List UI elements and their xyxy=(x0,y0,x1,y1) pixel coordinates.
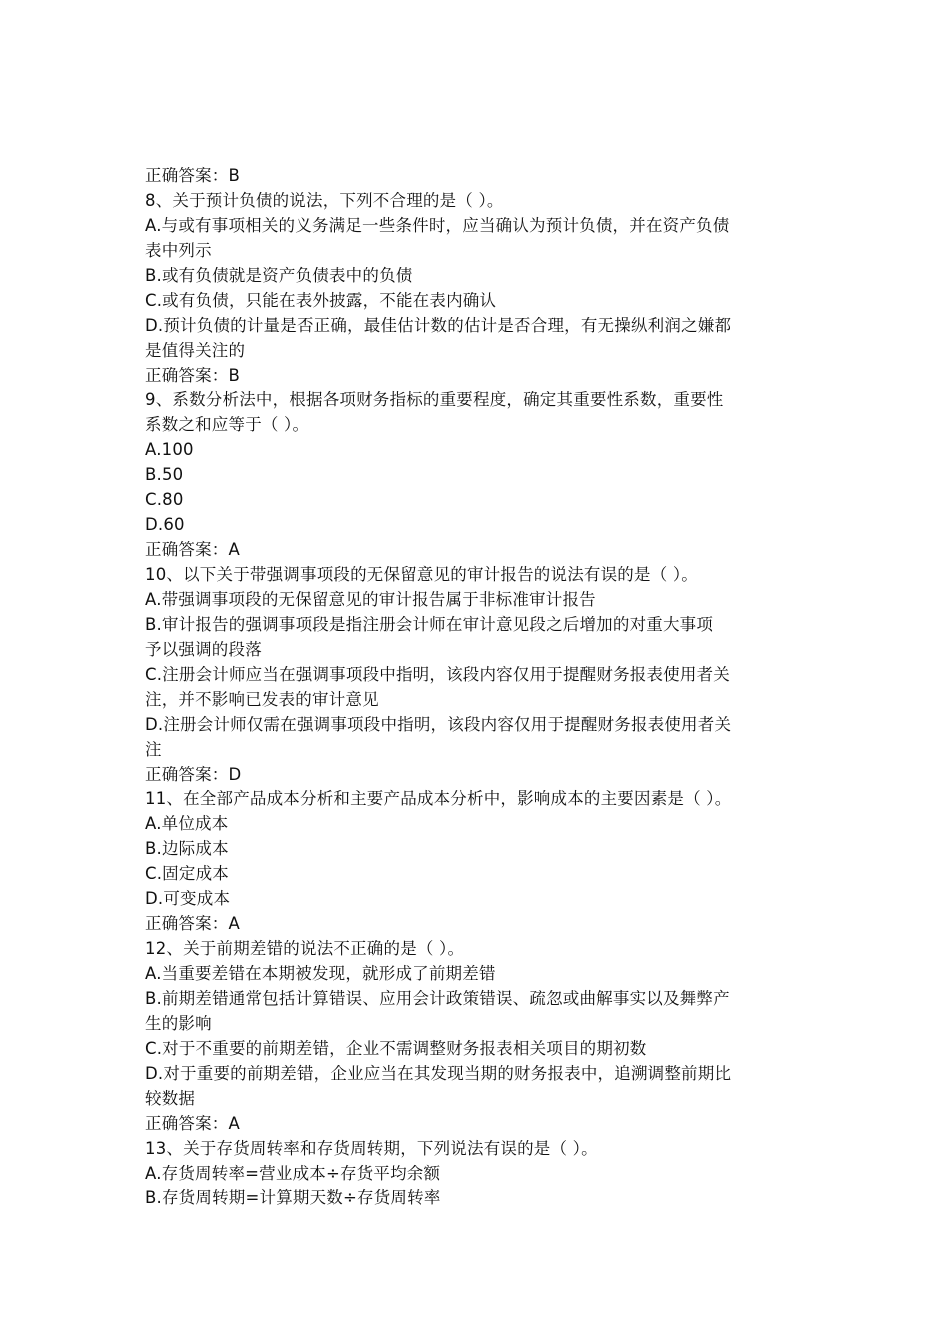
text-line: C.注册会计师应当在强调事项段中指明，该段内容仅用于提醒财务报表使用者关 xyxy=(145,664,730,684)
text-line: 正确答案：A xyxy=(145,540,240,560)
text-line: 较数据 xyxy=(145,1088,196,1108)
text-line: A.与或有事项相关的义务满足一些条件时，应当确认为预计负债，并在资产负债 xyxy=(145,215,730,235)
text-line: C.或有负债，只能在表外披露，不能在表内确认 xyxy=(145,290,497,310)
text-line: C.80 xyxy=(145,490,184,510)
text-line: B.审计报告的强调事项段是指注册会计师在审计意见段之后增加的对重大事项 xyxy=(145,614,714,634)
text-line: 正确答案：A xyxy=(145,1113,240,1133)
text-line: A.当重要差错在本期被发现，就形成了前期差错 xyxy=(145,964,496,983)
text-line: 11、在全部产品成本分析和主要产品成本分析中，影响成本的主要因素是（ ）。 xyxy=(145,789,732,809)
text-line: 表中列示 xyxy=(145,240,212,260)
text-line: 生的影响 xyxy=(145,1013,212,1033)
text-line: C.对于不重要的前期差错，企业不需调整财务报表相关项目的期初数 xyxy=(145,1038,647,1058)
text-line: 予以强调的段落 xyxy=(145,639,262,659)
text-line: 注 xyxy=(145,739,162,759)
text-line: B.50 xyxy=(145,465,184,485)
text-line: 8、关于预计负债的说法，下列不合理的是（ ）。 xyxy=(145,190,504,210)
text-line: D.60 xyxy=(145,515,185,535)
text-line: A.单位成本 xyxy=(145,814,229,834)
text-line: 12、关于前期差错的说法不正确的是（ ）。 xyxy=(145,939,465,959)
text-line: A.存货周转率=营业成本÷存货平均余额 xyxy=(145,1163,441,1183)
text-line: B.或有负债就是资产负债表中的负债 xyxy=(145,265,413,285)
text-line: 是值得关注的 xyxy=(145,340,246,360)
text-line: 正确答案：D xyxy=(145,764,242,784)
text-line: D.预计负债的计量是否正确，最佳估计数的估计是否合理，有无操纵利润之嫌都 xyxy=(145,315,732,335)
text-line: 9、系数分析法中，根据各项财务指标的重要程度，确定其重要性系数，重要性 xyxy=(145,390,724,410)
text-line: 正确答案：A xyxy=(145,914,240,934)
text-line: B.边际成本 xyxy=(145,839,229,859)
text-line: 10、以下关于带强调事项段的无保留意见的审计报告的说法有误的是（ ）。 xyxy=(145,565,698,584)
text-line: D.对于重要的前期差错，企业应当在其发现当期的财务报表中，追溯调整前期比 xyxy=(145,1063,732,1083)
text-line: D.注册会计师仅需在强调事项段中指明，该段内容仅用于提醒财务报表使用者关 xyxy=(145,714,732,734)
text-line: A.带强调事项段的无保留意见的审计报告属于非标准审计报告 xyxy=(145,589,596,609)
text-line: B.前期差错通常包括计算错误、应用会计政策错误、疏忽或曲解事实以及舞弊产 xyxy=(145,988,730,1008)
text-line: B.存货周转期=计算期天数÷存货周转率 xyxy=(145,1188,441,1208)
text-line: C.固定成本 xyxy=(145,864,229,884)
text-line: A.100 xyxy=(145,440,194,460)
text-line: 正确答案：B xyxy=(145,365,241,385)
text-line: D.可变成本 xyxy=(145,889,231,909)
document-body xyxy=(145,164,817,1211)
text-line: 注，并不影响已发表的审计意见 xyxy=(145,689,379,709)
text-line: 13、关于存货周转率和存货周转期，下列说法有误的是（ ）。 xyxy=(145,1138,598,1158)
text-line: 系数之和应等于（ ）。 xyxy=(145,415,310,435)
text-line: 正确答案：B xyxy=(145,166,241,185)
